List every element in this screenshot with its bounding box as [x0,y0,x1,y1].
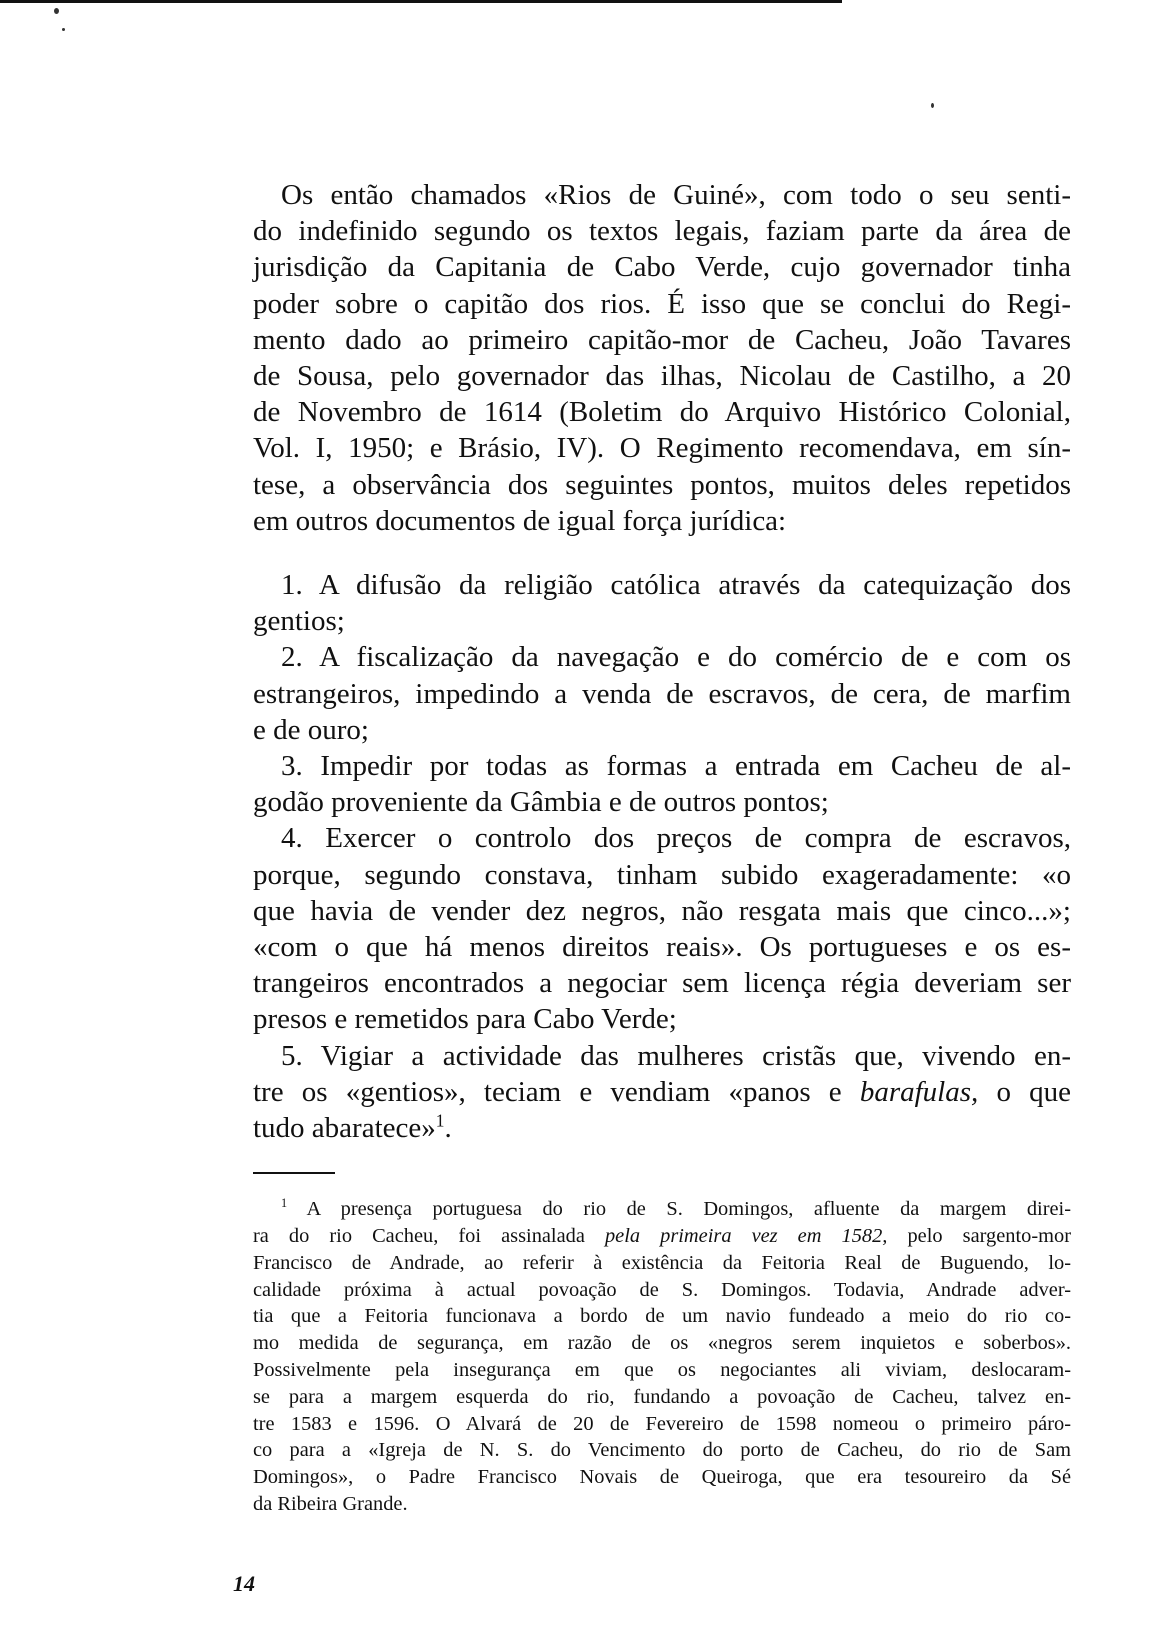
intro-paragraph [253,177,1071,539]
list-line: 5. Vigiar a actividade das mulheres cristãs que, vivendo en- [281,1039,1071,1072]
footnote-text: ra do rio Cacheu, foi assinalada [253,1225,605,1248]
numbered-list [253,567,1071,1146]
text-line: em outros documentos de igual força jurídica: [253,504,787,537]
footnote-separator [253,1172,335,1174]
list-line: 2. A fiscalização da navegação e do comércio de e com os [281,641,1071,674]
list-line: gentios; [253,605,345,638]
scan-speck [931,103,934,108]
italic-term: barafulas, [859,1075,979,1108]
list-line: presos e remetidos para Cabo Verde; [253,1003,677,1036]
footnote-line: se para a margem esquerda do rio, fundando a povoação de Cacheu, talvez en- [253,1385,1071,1408]
page-text [253,177,1071,1518]
top-border-line [0,0,842,3]
text-line: tese, a observância dos seguintes pontos, muitos deles repetidos [253,468,1071,501]
footnote-line: tia que a Feitoria funcionava a bordo de um navio fundeado a meio do rio co- [253,1305,1071,1328]
footnote-line: Francisco de Andrade, ao referir à existência da Feitoria Real de Buguendo, lo- [253,1251,1071,1274]
footnote-line: mo medida de segurança, em razão de os «negros serem inquietos e soberbos». [253,1332,1071,1355]
text-line: do indefinido segundo os textos legais, faziam parte da área de [253,215,1071,248]
footnote-line [253,1196,1071,1223]
footnote-marker: 1 [281,1196,288,1211]
footnote-line [253,1223,1071,1250]
text-line: de Sousa, pelo governador das ilhas, Nicolau de Castilho, a 20 [253,360,1071,393]
footnote-reference: 1 [435,1110,445,1131]
footnote-line: calidade próxima à actual povoação de S. Domingos. Todavia, Andrade adver- [253,1278,1071,1301]
list-line-segment: tudo abaratece» [253,1112,436,1145]
list-line: e de ouro; [253,713,369,746]
text-line: Os então chamados «Rios de Guiné», com todo o seu senti- [281,179,1071,211]
footnote-line: Domingos», o Padre Francisco Novais de Queiroga, que era tesoureiro da Sé [253,1466,1071,1489]
text-line: de Novembro de 1614 (Boletim do Arquivo Histórico Colonial, [253,396,1071,429]
footnote-line: da Ribeira Grande. [253,1493,408,1516]
footnote-text: pelo sargento-mor [887,1225,1071,1248]
list-line-segment: o que [978,1075,1072,1108]
scan-speck [62,28,65,31]
footnote-line: tre 1583 e 1596. O Alvará de 20 de Fevereiro de 1598 nomeou o primeiro páro- [253,1412,1071,1435]
text-line: mento dado ao primeiro capitão-mor de Cacheu, João Tavares [253,323,1071,356]
footnote [253,1196,1071,1518]
list-line: «com o que há menos direitos reais». Os portugueses e os es- [253,931,1071,964]
page-number: 14 [233,1571,255,1596]
paragraph-gap [253,539,1071,567]
list-line: 4. Exercer o controlo dos preços de compra de escravos, [281,822,1071,855]
footnote-italic: pela primeira vez em 1582, [604,1225,888,1248]
text-line: poder sobre o capitão dos rios. É isso que se conclui do Regi- [253,287,1071,320]
list-line [253,1110,1071,1146]
footnote-line: co para a «Igreja de N. S. do Vencimento do porto de Cacheu, do rio de Sam [253,1439,1071,1462]
scan-speck [54,8,59,14]
list-line: porque, segundo constava, tinham subido exageradamente: «o [253,858,1071,891]
list-line: godão proveniente da Gâmbia e de outros pontos; [253,786,829,819]
list-line-segment: . [444,1112,452,1145]
footnote-text: A presença portuguesa do rio de S. Domingos, afluente da margem direi- [287,1198,1071,1221]
list-line [253,1074,1071,1110]
footnote-line: Possivelmente pela insegurança em que os negociantes ali viviam, deslocaram- [253,1359,1071,1382]
list-line: 1. A difusão da religião católica através da catequização dos [281,569,1071,602]
list-line-segment: tre os «gentios», teciam e vendiam «panos e [253,1075,860,1108]
text-line: Vol. I, 1950; e Brásio, IV). O Regimento recomendava, em sín- [253,432,1071,465]
list-line: trangeiros encontrados a negociar sem licença régia deveriam ser [253,967,1071,1000]
text-line: jurisdição da Capitania de Cabo Verde, cujo governador tinha [253,251,1071,284]
list-line: que havia de vender dez negros, não resgata mais que cinco...»; [253,894,1071,927]
list-line: 3. Impedir por todas as formas a entrada em Cacheu de al- [281,750,1071,783]
list-line: estrangeiros, impedindo a venda de escravos, de cera, de marfim [253,677,1071,710]
